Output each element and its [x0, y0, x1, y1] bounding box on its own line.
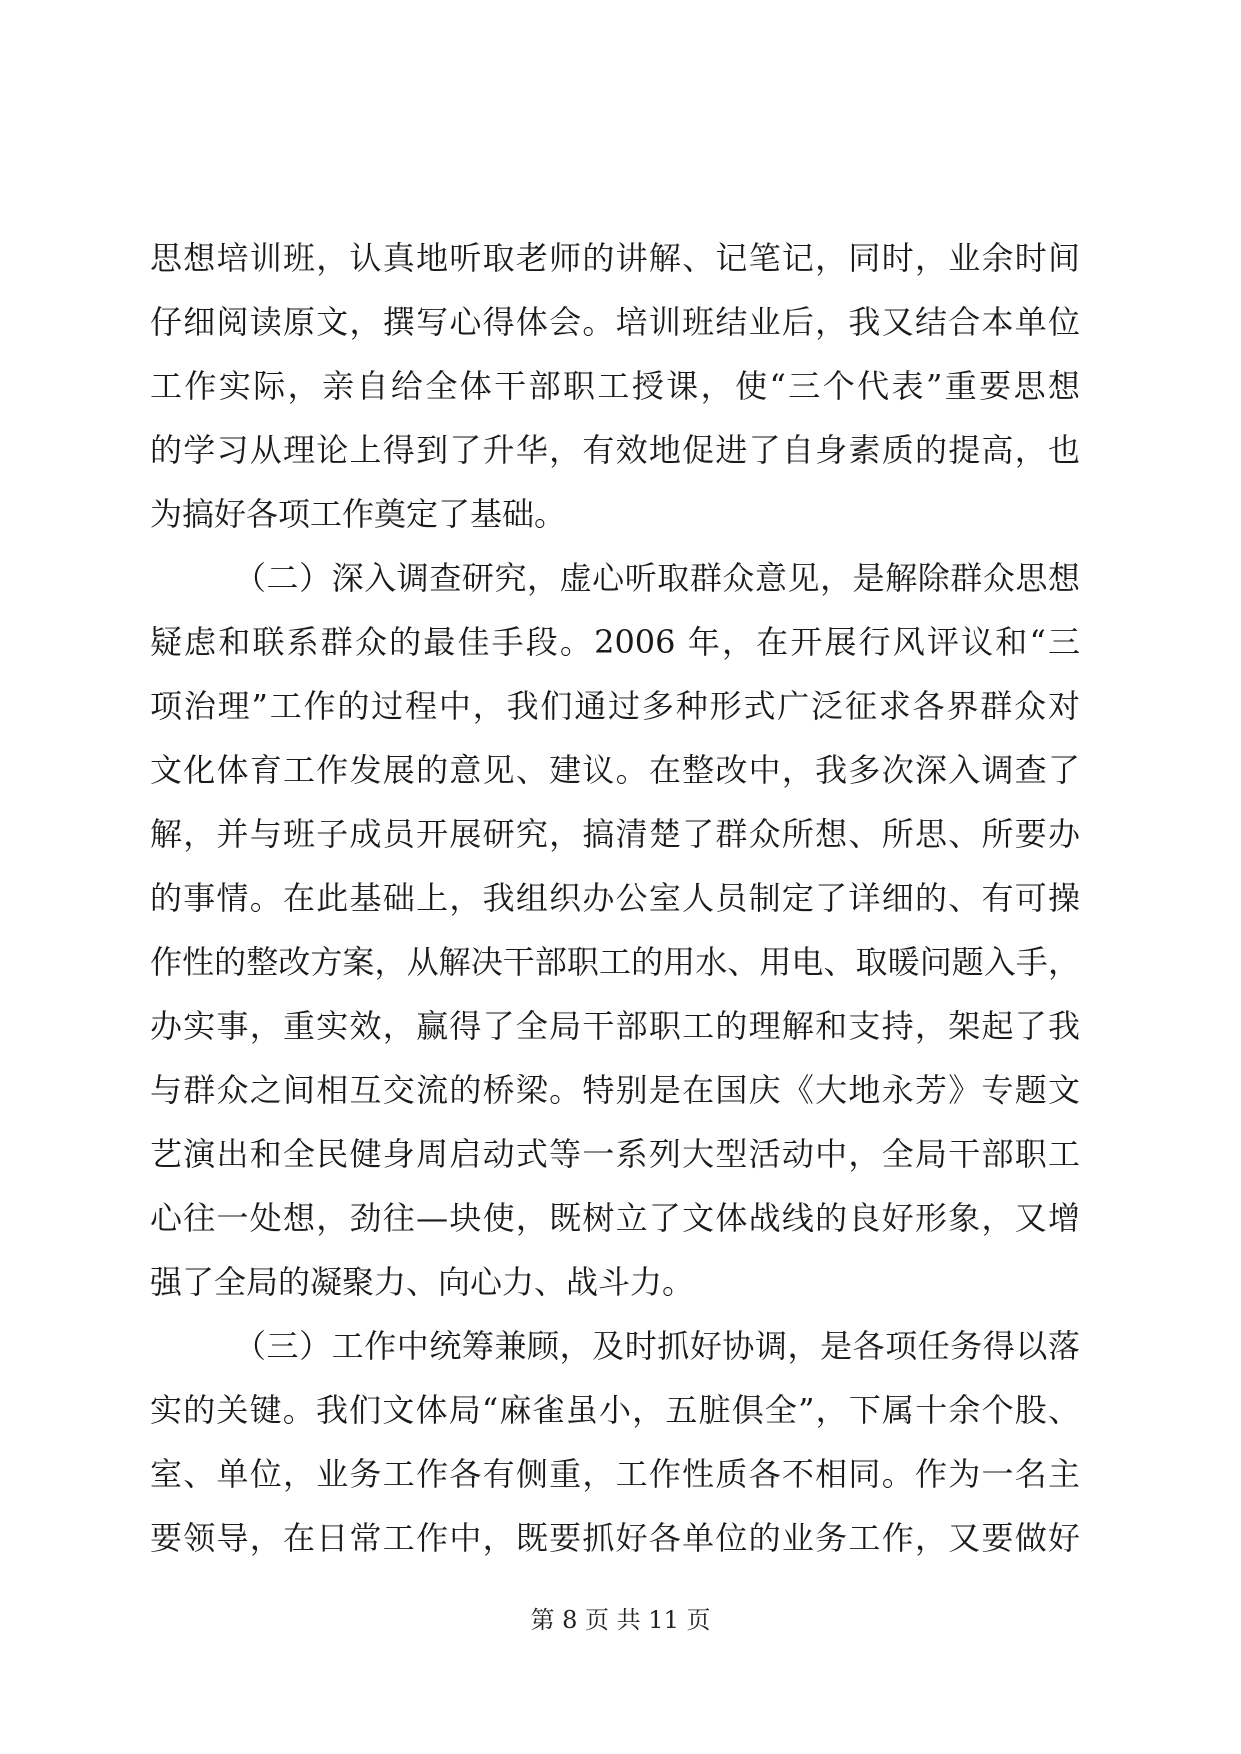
text-line: 仔细阅读原文，撰写心得体会。培训班结业后，我又结合本单位: [150, 303, 1080, 341]
text-line: 文化体育工作发展的意见、建议。在整改中，我多次深入调查了: [150, 751, 1080, 789]
text-line: 实的关键。我们文体局“麻雀虽小，五脏俱全”，下属十余个股、: [150, 1391, 1080, 1429]
text-line: 思想培训班，认真地听取老师的讲解、记笔记，同时，业余时间: [150, 239, 1080, 277]
text-line: 的事情。在此基础上，我组织办公室人员制定了详细的、有可操: [150, 879, 1080, 917]
text-line: 心往一处想，劲往—块使，既树立了文体战线的良好形象，又增: [150, 1199, 1080, 1237]
text-line: 疑虑和联系群众的最佳手段。2006 年，在开展行风评议和“三: [150, 623, 1080, 661]
text-line: 办实事，重实效，赢得了全局干部职工的理解和支持，架起了我: [150, 1007, 1080, 1045]
paragraph-start-line: （三）工作中统筹兼顾，及时抓好协调，是各项任务得以落: [234, 1327, 1080, 1365]
text-line: 项治理”工作的过程中，我们通过多种形式广泛征求各界群众对: [150, 687, 1080, 725]
text-line: 为搞好各项工作奠定了基础。: [150, 495, 567, 533]
body-text: [150, 226, 1080, 1570]
text-line: 要领导，在日常工作中，既要抓好各单位的业务工作，又要做好: [150, 1519, 1080, 1557]
text-line: 强了全局的凝聚力、向心力、战斗力。: [150, 1263, 695, 1301]
text-line: 艺演出和全民健身周启动式等一系列大型活动中，全局干部职工: [150, 1135, 1080, 1173]
text-line: 的学习从理论上得到了升华，有效地促进了自身素质的提高，也: [150, 431, 1080, 469]
text-line: 解，并与班子成员开展研究，搞清楚了群众所想、所思、所要办: [150, 815, 1080, 853]
text-line: 工作实际，亲自给全体干部职工授课，使“三个代表”重要思想: [150, 367, 1080, 405]
page-number-footer: 第 8 页 共 11 页: [530, 1606, 711, 1634]
paragraph-start-line: （二）深入调查研究，虚心听取群众意见，是解除群众思想: [234, 559, 1080, 597]
text-line: 作性的整改方案，从解决干部职工的用水、用电、取暖问题入手，: [150, 943, 1080, 981]
text-line: 室、单位，业务工作各有侧重，工作性质各不相同。作为一名主: [150, 1455, 1080, 1493]
text-line: 与群众之间相互交流的桥梁。特别是在国庆《大地永芳》专题文: [150, 1071, 1080, 1109]
